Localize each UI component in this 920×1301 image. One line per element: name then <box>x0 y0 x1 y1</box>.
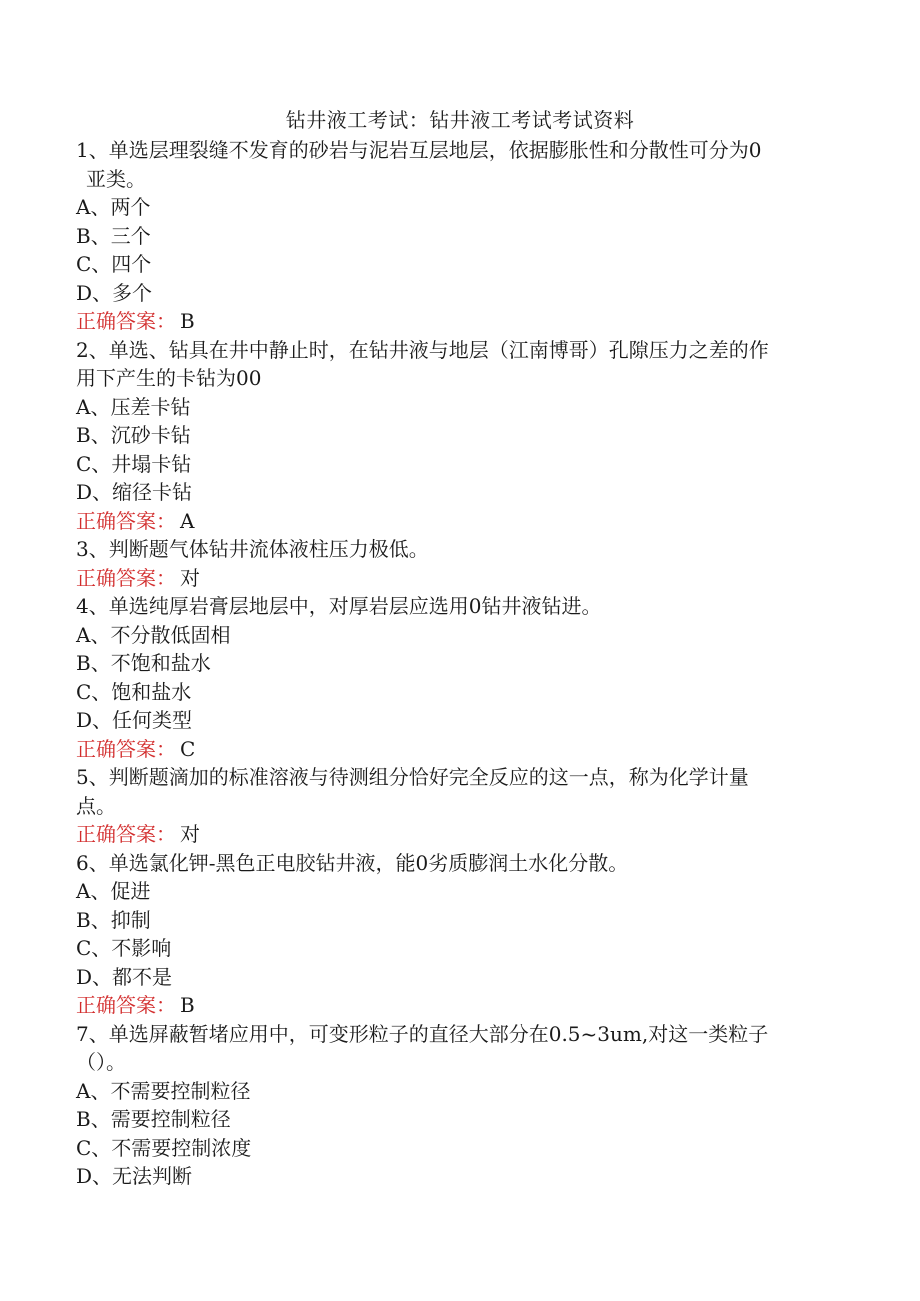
answer-value: A <box>180 508 195 533</box>
option-d: D、都不是 <box>76 964 173 989</box>
option-b: B、沉砂卡钻 <box>76 423 191 447</box>
question-stem: 6、单选氯化钾-黑色正电胶钻井液，能0劣质膨润土水化分散。 <box>76 850 629 875</box>
option-b: B、抑制 <box>76 907 151 932</box>
answer-label: 正确答案： <box>76 993 176 1017</box>
question-stem: 3、判断题气体钻井流体液柱压力极低。 <box>76 537 429 561</box>
option-b: B、三个 <box>76 223 151 248</box>
question-stem: 4、单选纯厚岩膏层地层中，对厚岩层应选用0钻井液钻进。 <box>76 594 602 618</box>
option-c: C、井塌卡钻 <box>76 451 192 476</box>
answer-value: B <box>180 993 195 1017</box>
option-a: A、促进 <box>76 879 151 903</box>
option-d: D、任何类型 <box>76 708 193 732</box>
document-title: 钻井液工考试：钻井液工考试考试资料 <box>285 108 635 132</box>
question-stem: 2、单选、钻具在井中静止时，在钻井液与地层（江南博哥）孔隙压力之差的作 <box>76 337 769 362</box>
question-stem-continued: 点。 <box>76 793 116 818</box>
question-list <box>76 136 836 1191</box>
option-d: D、缩径卡钻 <box>76 480 193 504</box>
option-c: C、不需要控制浓度 <box>76 1135 252 1160</box>
answer-value: 对 <box>180 822 200 846</box>
answer-label: 正确答案： <box>76 736 176 761</box>
option-a: A、不需要控制粒径 <box>76 1078 251 1103</box>
answer-value: C <box>180 736 196 761</box>
answer-label: 正确答案： <box>76 565 176 590</box>
answer-value: B <box>180 309 195 333</box>
answer-label: 正确答案： <box>76 309 176 333</box>
option-b: B、需要控制粒径 <box>76 1107 231 1131</box>
answer-label: 正确答案： <box>76 822 176 846</box>
question-stem-continued: 用下产生的卡钻为00 <box>76 366 262 390</box>
answer-line <box>76 307 836 336</box>
answer-label: 正确答案： <box>76 508 176 533</box>
option-c: C、四个 <box>76 252 152 276</box>
question-stem: 7、单选屏蔽暂堵应用中，可变形粒子的直径大部分在0.5~3um,对这一类粒子 <box>76 1021 769 1046</box>
answer-line <box>76 991 836 1020</box>
answer-value: 对 <box>180 565 200 590</box>
question-stem-continued: 亚类。 <box>86 166 146 191</box>
option-d: D、多个 <box>76 280 153 305</box>
option-a: A、不分散低固相 <box>76 622 231 647</box>
answer-line <box>76 507 836 536</box>
answer-line <box>76 735 836 764</box>
question-stem-continued: （）。 <box>76 1050 126 1074</box>
answer-line <box>76 564 836 593</box>
option-d: D、无法判断 <box>76 1164 193 1188</box>
question-stem: 5、判断题滴加的标准溶液与待测组分恰好完全反应的这一点，称为化学计量 <box>76 765 749 789</box>
option-c: C、不影响 <box>76 936 172 960</box>
option-c: C、饱和盐水 <box>76 679 192 704</box>
answer-line <box>76 820 836 849</box>
option-b: B、不饱和盐水 <box>76 651 211 675</box>
option-a: A、两个 <box>76 195 151 219</box>
question-stem: 1、单选层理裂缝不发育的砂岩与泥岩互层地层，依据膨胀性和分散性可分为0 <box>76 138 762 162</box>
option-a: A、压差卡钻 <box>76 394 191 419</box>
